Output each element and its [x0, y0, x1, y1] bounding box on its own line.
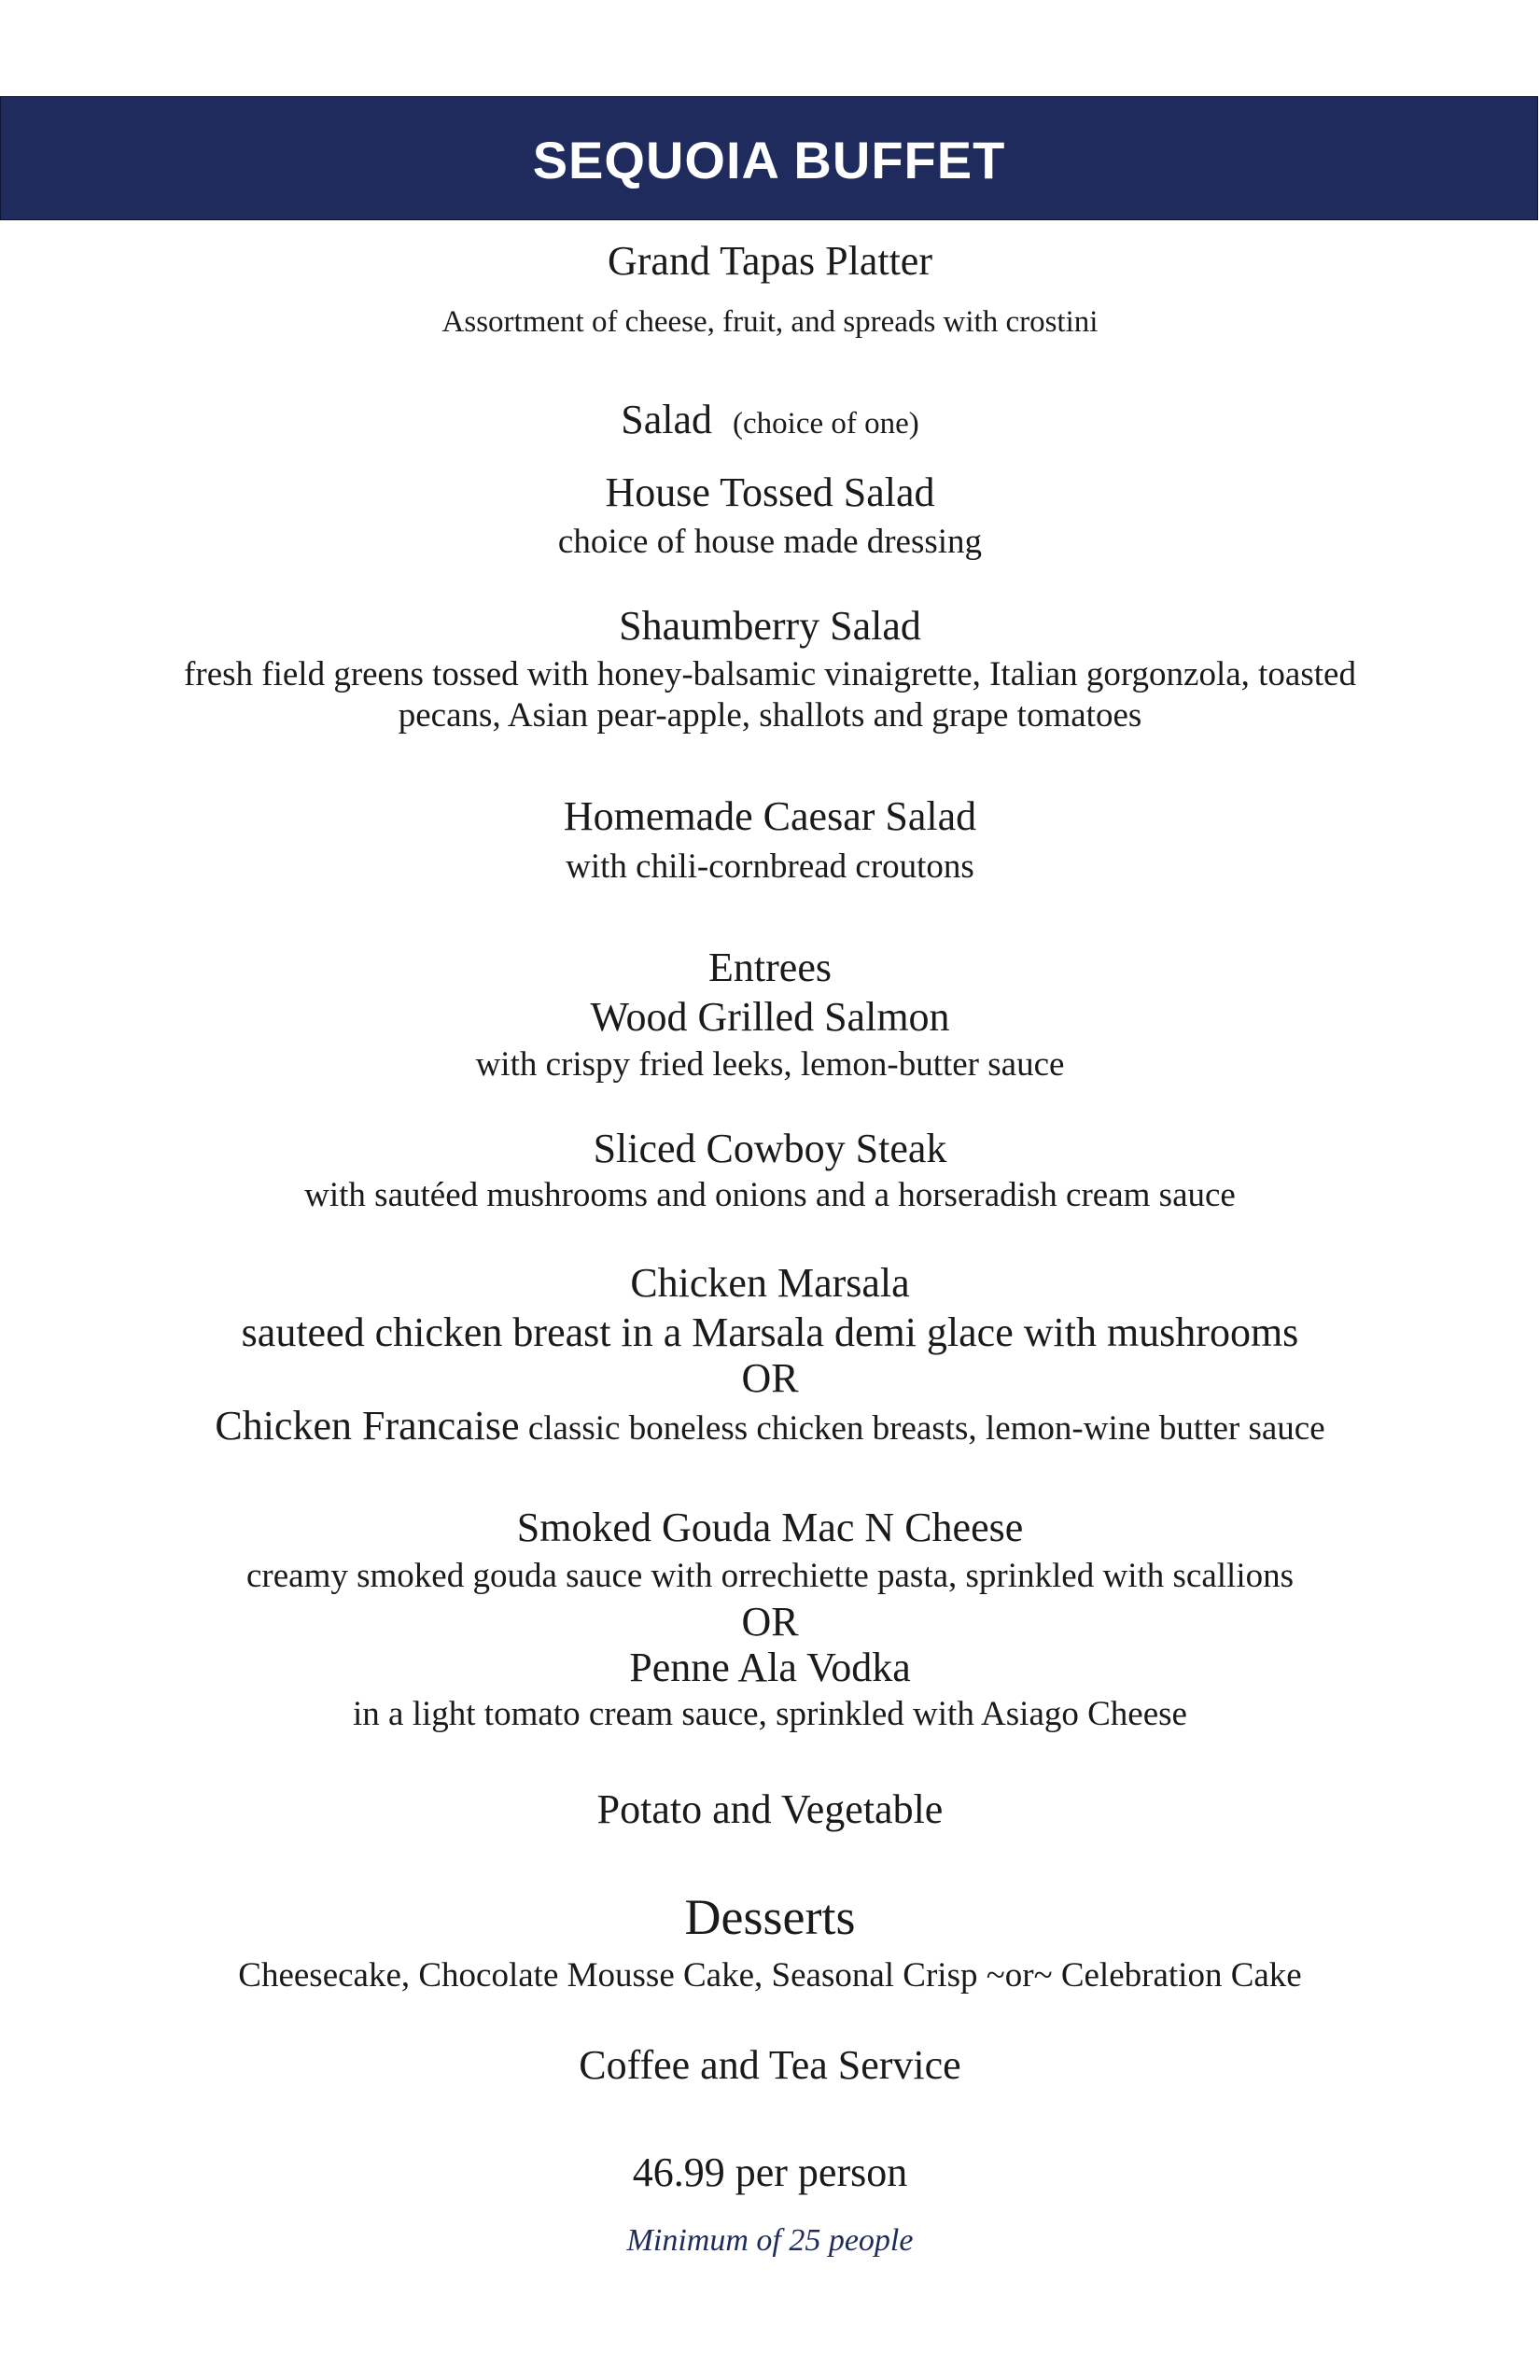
salad-caesar-desc: with chili-cornbread croutons — [566, 847, 974, 886]
salad-house-desc: choice of house made dressing — [557, 523, 983, 561]
salad-shaumberry-desc-2: pecans, Asian pear-apple, shallots and grape tomatoes — [398, 696, 1142, 735]
entree-chicken-alt-name: Chicken Francaise — [215, 1403, 520, 1449]
entree-salmon-desc: with crispy fried leeks, lemon-butter sauce — [475, 1045, 1065, 1084]
entree-pasta-alt-desc: in a light tomato cream sauce, sprinkled with Asiago Cheese — [353, 1695, 1187, 1733]
tapas-name: Grand Tapas Platter — [607, 238, 932, 284]
entree-pasta-desc: creamy smoked gouda sauce with orrechiette pasta, sprinkled with scallions — [246, 1557, 1294, 1595]
salad-heading-line — [0, 397, 1540, 444]
salad-caesar-name: Homemade Caesar Salad — [563, 793, 977, 839]
salad-shaumberry-desc-1: fresh field greens tossed with honey-balsamic vinaigrette, Italian gorgonzola, toasted — [184, 655, 1356, 693]
entree-steak-desc: with sautéed mushrooms and onions and a horseradish cream sauce — [304, 1176, 1236, 1214]
salad-note: (choice of one) — [733, 407, 919, 441]
entree-steak-name: Sliced Cowboy Steak — [593, 1126, 947, 1171]
entree-pasta-or: OR — [741, 1599, 799, 1645]
entree-chicken-name: Chicken Marsala — [630, 1260, 910, 1306]
entree-pasta-name: Smoked Gouda Mac N Cheese — [516, 1505, 1024, 1550]
entree-chicken-or: OR — [741, 1355, 799, 1401]
salad-house-name: House Tossed Salad — [605, 469, 935, 515]
desserts-heading: Desserts — [684, 1889, 856, 1945]
tapas-desc: Assortment of cheese, fruit, and spreads with crostini — [441, 305, 1099, 339]
coffee-service: Coffee and Tea Service — [579, 2042, 961, 2088]
title-banner — [0, 96, 1538, 220]
entree-chicken-alt-line — [0, 1403, 1540, 1450]
entree-pasta-alt-name: Penne Ala Vodka — [629, 1645, 911, 1690]
entree-sides: Potato and Vegetable — [596, 1786, 944, 1832]
menu-title: SEQUOIA BUFFET — [532, 131, 1006, 189]
salad-shaumberry-name: Shaumberry Salad — [619, 603, 921, 649]
price: 46.99 per person — [632, 2149, 908, 2195]
entree-chicken-desc: sauteed chicken breast in a Marsala demi glace with mushrooms — [241, 1309, 1299, 1355]
entree-salmon-name: Wood Grilled Salmon — [590, 994, 950, 1040]
minimum-note: Minimum of 25 people — [626, 2223, 914, 2258]
entree-chicken-alt-desc: classic boneless chicken breasts, lemon-wine butter sauce — [519, 1409, 1325, 1448]
entrees-heading: Entrees — [708, 945, 832, 990]
desserts-desc: Cheesecake, Chocolate Mousse Cake, Seasonal Crisp ~or~ Celebration Cake — [238, 1956, 1302, 1995]
salad-heading: Salad — [621, 397, 713, 442]
